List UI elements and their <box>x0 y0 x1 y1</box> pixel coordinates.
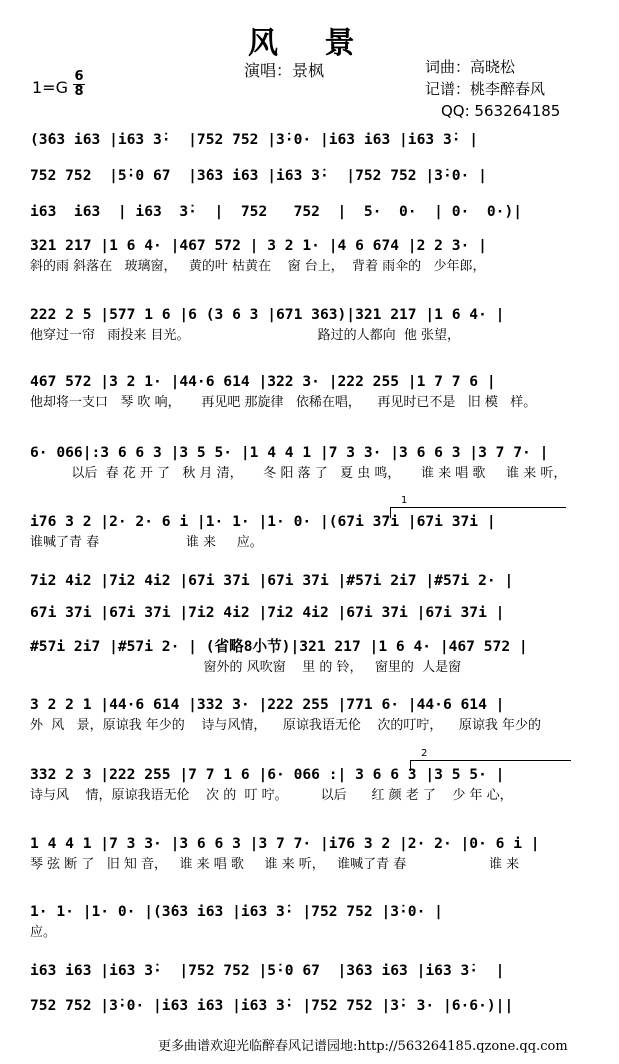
volta-bracket <box>390 495 566 518</box>
notation-line: i63 i63 |i63 3̇· |752 752 |5̇·0 67 |3̇63 i63 |i63 3̇· | <box>30 962 505 979</box>
time-signature <box>73 71 85 98</box>
time-signature-bottom: 8 <box>74 84 84 99</box>
qq-number: QQ: 563264185 <box>441 102 561 120</box>
volta-label: 2 <box>421 748 428 759</box>
notation-line: (3̇63 i63 |i63 3̇· |752 752 |3̇·0· |i63 i63 |i63 3̇· | <box>30 131 479 148</box>
notation-line: 222 2 5 |577 1 6 |6 (3 6 3 |671 363)|321 217 |1 6 4· | <box>30 306 505 323</box>
notation-line: 1 4 4 1 |7 3 3· |3 6 6 3 |3 7 7· |i76 3 2 |2· 2· |0· 6 i | <box>30 835 540 852</box>
lyric-line: 以后 春 花 开 了 秋 月 清， 冬 阳 落 了 夏 虫 鸣， 谁 来 唱 歌 谁 来 听， <box>30 466 567 481</box>
notation-line: 321 217 |1 6 4· |467 572 | 3 2 1· |4 6 674 |2 2 3· | <box>30 237 487 254</box>
lyric-line: 他却将一支口 琴 吹 响， 再见吧 那旋律 依稀在唱， 再见时已不是 旧 模 样。 <box>30 395 537 410</box>
notation-line: 752 752 |3̇·0· |i63 i63 |i63 3̇· |752 752 |3̇· 3· |6·6·)|| <box>30 997 514 1014</box>
singer-credit: 演唱：景枫 <box>244 61 325 80</box>
lyric-line: 诗与风 情，原谅我语无伦 次 的 叮 咛。 以后 红 颜 老 了 少 年 心， <box>30 788 513 803</box>
lyric-line: 琴 弦 断 了 旧 知 音， 谁 来 唱 歌 谁 来 听， 谁喊了青 春 谁 来 <box>30 857 520 872</box>
song-title: 风 景 <box>248 26 373 61</box>
lyric-line: 外 风 景，原谅我 年少的 诗与风情， 原谅我语无伦 次的叮咛， 原谅我 年少的 <box>30 718 542 733</box>
notation-line: 1· 1· |1· 0· |(3̇63 i63 |i63 3̇· |752 752 |3̇·0· | <box>30 903 443 920</box>
volta-bracket <box>410 748 571 771</box>
volta-label: 1 <box>401 495 408 506</box>
footer-note: 更多曲谱欢迎光临醉春风记谱园地:http://563264185.qzone.qq.com <box>158 1039 568 1054</box>
notation-line: 67i 37i |67i 37i |7i2 4i2 |7i2 4i2 |67i 37i |67i 37i | <box>30 604 505 621</box>
transcriber: 记谱：桃李醉春风 <box>425 80 546 98</box>
credits-block <box>425 56 560 122</box>
notation-line: 467 572 |3 2 1· |44·6 614 |322 3· |222 255 |1 7 7 6 | <box>30 373 496 390</box>
score-header <box>0 0 619 120</box>
notation-line: #57i 2i7 |#57i 2· | (省略8小节)|321 217 |1 6 4· |467 572 | <box>30 638 528 655</box>
key-signature: 1=G <box>32 78 68 97</box>
lyric-line: 谁喊了青 春 谁 来 应。 <box>30 535 263 550</box>
notation-line: 6· 066|:3 6 6 3 |3 5 5· |1 4 4 1 |7 3 3· |3 6 6 3 |3 7 7· | <box>30 444 549 461</box>
time-signature-top: 6 <box>74 69 84 84</box>
lyric-line: 窗外的 风吹窗 里 的 铃， 窗里的 人是窗 <box>30 660 462 675</box>
lyric-line: 应。 <box>30 925 57 940</box>
lyric-line: 他穿过一帘 雨投来 目光。 路过的人都向 他 张望， <box>30 328 461 343</box>
notation-line: 7i2 4i2 |7i2 4i2 |67i 37i |67i 37i |#57i 2i7 |#57i 2· | <box>30 572 514 589</box>
notation-line: i63 i63 | i63 3̇· | 752 752 | 5· 0· | 0· 0·)| <box>30 203 523 220</box>
notation-line: 3 2 2 1 |44·6 614 |332 3· |222 255 |771 6· |44·6 614 | <box>30 696 505 713</box>
notation-line: i76 3 2 |2· 2· 6 i |1· 1· |1· 0· |(67i 37i |67i 37i | <box>30 513 496 530</box>
lyric-line: 斜的雨 斜落在 玻璃窗， 黄的叶 枯黄在 窗 台上， 背着 雨伞的 少年郎， <box>30 259 486 274</box>
notation-line: 752 752 |5̇·0 67 |3̇63 i63 |i63 3̇· |752 752 |3̇·0· | <box>30 167 487 184</box>
lyricist-composer: 词曲：高晓松 <box>425 58 516 76</box>
notation-line: 332 2 3 |222 255 |7 7 1 6 |6· 066 :| 3 6 6 3 |3 5 5· | <box>30 766 505 783</box>
